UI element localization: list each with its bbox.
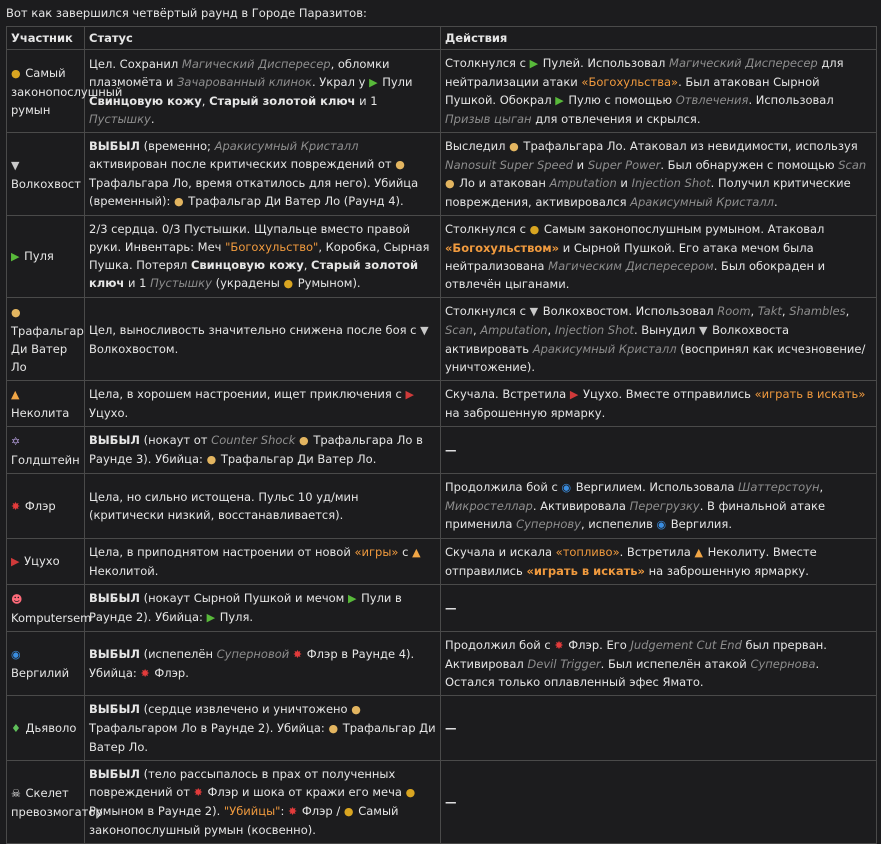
- text-fragment: "Богохульство": [225, 240, 319, 254]
- boot-icon: ▶: [11, 555, 20, 568]
- participant-cell: [7, 474, 85, 539]
- participant-cell: [7, 427, 85, 474]
- participant-cell: [7, 216, 85, 298]
- text-fragment: «игры»: [354, 545, 399, 559]
- text-fragment: Румыном).: [297, 276, 361, 290]
- text-fragment: Пулей. Использовал: [542, 56, 670, 70]
- coin-icon: ●: [343, 805, 354, 818]
- text-fragment: Цела, в хорошем настроении, ищет приключения с: [89, 387, 406, 401]
- text-fragment: ,: [819, 480, 824, 494]
- text-fragment: Суперновой: [216, 646, 290, 661]
- status-cell: [85, 381, 441, 427]
- orb-icon: ◉: [11, 648, 21, 661]
- text-fragment: и 1: [355, 93, 378, 108]
- text-fragment: Ло и атакован: [459, 176, 550, 190]
- text-fragment: Флэр в Раунде 4). Убийца:: [89, 646, 415, 680]
- text-fragment: Devil Trigger: [527, 657, 601, 671]
- text-fragment: «играть в искать»: [526, 564, 645, 578]
- participant-name: Komputersem: [11, 610, 92, 625]
- text-fragment: с: [398, 545, 413, 559]
- actions-cell: [441, 632, 877, 696]
- text-fragment: был прерван. Активировал: [445, 638, 827, 671]
- text-fragment: Скучала и искала: [445, 545, 556, 559]
- text-fragment: и 1: [124, 276, 151, 290]
- participant-cell: [7, 761, 103, 844]
- text-fragment: Уцухо.: [89, 406, 129, 420]
- text-fragment: Флэр.: [154, 665, 189, 680]
- actions-cell: [441, 427, 877, 474]
- gun-icon: ▶: [369, 75, 378, 89]
- text-fragment: (украдены: [211, 276, 284, 290]
- person-icon: ●: [395, 158, 405, 171]
- status-cell: [85, 298, 441, 381]
- text-fragment: . Был обокраден и отвлечён цыганами.: [445, 259, 826, 291]
- text-fragment: Перегрузку: [629, 499, 700, 513]
- boot-icon: ▶: [405, 388, 414, 401]
- text-fragment: ВЫБЫЛ: [89, 591, 140, 605]
- text-fragment: «играть в искать»: [754, 387, 866, 401]
- text-fragment: . Активировала: [532, 499, 630, 513]
- text-fragment: Цела, в приподнятом настроении от новой: [89, 545, 355, 559]
- table-row: [7, 50, 877, 133]
- coin-icon: ●: [283, 277, 294, 290]
- text-fragment: Волкохвостом. Использовал: [542, 304, 718, 318]
- text-fragment: . Остался только оплавленный эфес Ямато.: [445, 657, 820, 689]
- text-fragment: Старый золотой ключ: [89, 258, 419, 290]
- table-row: [7, 632, 877, 696]
- text-fragment: Уцухо. Вместе отправились: [582, 387, 755, 401]
- text-fragment: Super Power: [587, 158, 661, 172]
- text-fragment: ВЫБЫЛ: [89, 767, 140, 781]
- status-cell: [85, 585, 441, 632]
- burst-icon: ✸: [292, 647, 303, 661]
- text-fragment: и Сырной Пушкой. Его атака мечом была нейтрализована: [445, 241, 814, 273]
- text-fragment: . Украл у: [311, 74, 370, 89]
- text-fragment: "Убийцы": [223, 804, 281, 818]
- actions-cell: [441, 50, 877, 133]
- status-cell: [85, 427, 441, 474]
- participant-cell: [7, 133, 85, 216]
- actions-cell: [441, 381, 877, 427]
- text-fragment: Трафальгара Ло. Атаковал из невидимости, используя: [523, 139, 858, 153]
- text-fragment: Супернова: [750, 657, 816, 671]
- text-fragment: Свинцовую кожу: [190, 258, 304, 272]
- participant-name: Флэр: [24, 498, 56, 513]
- text-fragment: Шаттерстоун: [738, 480, 820, 494]
- text-fragment: Аракисумный Кристалл: [214, 139, 359, 153]
- table-row: [7, 427, 877, 474]
- text-fragment: Пустышку: [150, 276, 212, 290]
- gun-icon: ▶: [206, 611, 216, 624]
- participant-name: Уцухо: [24, 554, 60, 568]
- text-fragment: ВЫБЫЛ: [89, 433, 140, 447]
- text-fragment: и: [573, 158, 588, 172]
- text-fragment: ,: [781, 304, 790, 318]
- person-icon: ●: [509, 140, 519, 153]
- text-fragment: Магическим Диспересером: [548, 259, 714, 273]
- actions-cell: [441, 298, 877, 381]
- actions-cell: [441, 216, 877, 298]
- cat-icon: ▲: [11, 388, 20, 401]
- person-icon: ●: [328, 722, 339, 735]
- wolf-icon: ▼: [698, 324, 708, 337]
- text-fragment: Takt: [757, 304, 782, 318]
- text-fragment: Зачарованный клинок: [177, 74, 312, 89]
- text-fragment: Самый законопослушный румын (косвенно).: [89, 804, 399, 837]
- actions-cell: [441, 696, 877, 761]
- participant-name: Трафальгар Ди Ватер Ло: [11, 323, 84, 374]
- table-row: [7, 696, 877, 761]
- header-participant: Участник: [7, 27, 85, 50]
- header-actions: Действия: [441, 27, 877, 50]
- person-icon: ●: [351, 703, 361, 716]
- round-results-table: [6, 26, 877, 844]
- burst-icon: ✸: [140, 666, 150, 680]
- text-fragment: ,: [845, 304, 850, 318]
- text-fragment: Цела, но сильно истощена. Пульс 10 уд/мин (критически низкий, восстанавливается).: [89, 490, 359, 522]
- text-fragment: (нокаут от: [139, 433, 212, 447]
- text-fragment: , обломки плазмомёта и: [89, 56, 390, 89]
- text-fragment: Вергилием. Использовала: [575, 480, 739, 494]
- person-icon: ●: [299, 434, 309, 447]
- text-fragment: Цел, выносливость значительно снижена после боя с: [89, 322, 421, 337]
- text-fragment: Микростеллар: [445, 499, 533, 513]
- orb-icon: ◉: [561, 481, 572, 494]
- participant-name: Скелет превозмогатор: [11, 785, 103, 819]
- text-fragment: Пуля.: [219, 610, 254, 624]
- text-fragment: .: [774, 195, 778, 209]
- text-fragment: ,: [472, 323, 481, 337]
- text-fragment: Вергилия.: [670, 517, 732, 531]
- table-row: [7, 133, 877, 216]
- participant-name: Пуля: [24, 249, 54, 263]
- person-icon: ●: [174, 195, 184, 208]
- status-cell: [85, 761, 441, 844]
- status-cell: [85, 474, 441, 539]
- text-fragment: , Коробка, Сырная Пушка. Потерял: [89, 240, 430, 272]
- status-cell: [85, 50, 441, 133]
- text-fragment: ВЫБЫЛ: [89, 139, 140, 153]
- text-fragment: Флэр /: [301, 804, 344, 818]
- text-fragment: Трафальгаром Ло в Раунде 2). Убийца:: [89, 721, 329, 735]
- text-fragment: Пули: [382, 74, 413, 89]
- text-fragment: ,: [303, 258, 312, 272]
- text-fragment: Продолжила бой с: [445, 480, 562, 494]
- text-fragment: Румыном в Раунде 2).: [89, 804, 224, 818]
- devil-icon: ♦: [11, 721, 21, 735]
- participant-cell: [7, 381, 85, 427]
- text-fragment: Аракисумный Кристалл: [630, 195, 775, 209]
- text-fragment: Аракисумный Кристалл: [532, 342, 677, 356]
- text-fragment: —: [445, 795, 457, 809]
- table-body: [7, 50, 877, 844]
- text-fragment: (нокаут Сырной Пушкой и мечом: [139, 591, 348, 605]
- text-fragment: 2/3 сердца. 0/3 Пустышки. Щупальце вместо правой руки. Инвентарь: Меч: [89, 222, 411, 254]
- burst-icon: ✸: [288, 805, 298, 818]
- text-fragment: Магический Диспересер: [181, 56, 331, 71]
- text-fragment: Shambles: [789, 304, 846, 318]
- text-fragment: . В финальной атаке применила: [445, 499, 826, 531]
- text-fragment: Столкнулся с: [445, 222, 530, 236]
- text-fragment: «Богохульством»: [445, 241, 560, 255]
- text-fragment: —: [445, 443, 457, 457]
- boot-icon: ▶: [569, 388, 579, 401]
- text-fragment: для отвлечения и скрылся.: [531, 112, 701, 126]
- status-cell: [85, 632, 441, 696]
- text-fragment: Пули в Раунде 2). Убийца:: [89, 591, 402, 624]
- status-cell: [85, 216, 441, 298]
- coin-icon: ●: [11, 66, 21, 80]
- cat-icon: ▲: [412, 546, 421, 559]
- burst-icon: ✸: [554, 639, 564, 652]
- text-fragment: на заброшенную ярмарку.: [445, 406, 606, 420]
- text-fragment: ,: [547, 323, 555, 337]
- text-fragment: активирован после критических повреждений от: [89, 157, 396, 171]
- text-fragment: . Вынудил: [633, 323, 699, 337]
- text-fragment: Отвлечения: [675, 93, 749, 107]
- text-fragment: Неколиту. Вместе отправились: [445, 545, 817, 578]
- text-fragment: Свинцовую кожу: [89, 93, 202, 108]
- actions-cell: [441, 761, 877, 844]
- table-row: [7, 298, 877, 381]
- text-fragment: Трафальгара Ло, время откатилось для него). Убийца (временный):: [89, 176, 419, 208]
- text-fragment: Judgement Cut End: [630, 638, 742, 652]
- actions-cell: [441, 539, 877, 585]
- text-fragment: Выследил: [445, 139, 510, 153]
- participant-name: Самый законопослушный румын: [11, 65, 123, 117]
- person-icon: ●: [206, 453, 217, 466]
- table-row: [7, 761, 877, 844]
- table-row: [7, 474, 877, 539]
- wolf-icon: ▼: [11, 158, 20, 172]
- table-header-row: [7, 27, 877, 50]
- text-fragment: Старый золотой ключ: [209, 93, 356, 108]
- table-row: [7, 585, 877, 632]
- header-status: Статус: [85, 27, 441, 50]
- participant-name: Голдштейн: [11, 452, 80, 467]
- text-fragment: . Использовал: [748, 93, 834, 107]
- text-fragment: Counter Shock: [211, 433, 296, 447]
- text-fragment: и: [616, 176, 632, 190]
- text-fragment: (временно;: [139, 139, 215, 153]
- text-fragment: Столкнулся с: [445, 56, 530, 70]
- skull-icon: ☠: [11, 786, 21, 800]
- actions-cell: [441, 133, 877, 216]
- actions-cell: [441, 585, 877, 632]
- text-fragment: . Встретила: [619, 545, 695, 559]
- text-fragment: Пустышку: [89, 111, 151, 126]
- text-fragment: Amputation: [480, 323, 548, 337]
- text-fragment: Scan: [445, 323, 473, 337]
- status-cell: [85, 133, 441, 216]
- gun-icon: ▶: [529, 57, 539, 70]
- text-fragment: Неколитой.: [89, 564, 159, 578]
- face-icon: ☻: [11, 592, 23, 606]
- text-fragment: Пулю с помощью: [568, 93, 676, 107]
- orb-icon: ◉: [656, 518, 667, 531]
- participant-name: Дьяволо: [25, 720, 77, 735]
- text-fragment: для нейтрализации атаки: [445, 56, 844, 89]
- gun-icon: ▶: [348, 592, 357, 605]
- text-fragment: , испепелив: [580, 517, 657, 531]
- text-fragment: Цел. Сохранил: [89, 56, 182, 71]
- text-fragment: Скучала. Встретила: [445, 387, 570, 401]
- cat-icon: ▲: [694, 546, 703, 559]
- person-icon: ●: [445, 177, 455, 190]
- text-fragment: Самым законопослушным румыном. Атаковал: [543, 222, 825, 236]
- text-fragment: Amputation: [549, 176, 617, 190]
- text-fragment: (сердце извлечено и уничтожено: [139, 702, 352, 716]
- text-fragment: Трафальгар Ди Ватер Ло (Раунд 4).: [188, 194, 404, 208]
- text-fragment: Трафальгар Ди Ватер Ло.: [220, 452, 377, 466]
- text-fragment: . Был атакован Сырной Пушкой. Обокрал: [445, 75, 820, 107]
- star-icon: ✡: [11, 434, 21, 448]
- participant-cell: [7, 298, 85, 381]
- participant-name: Неколита: [11, 406, 70, 420]
- participant-name: Волкохвост: [11, 176, 81, 191]
- text-fragment: ,: [201, 93, 210, 108]
- text-fragment: Магический Диспересер: [669, 56, 818, 70]
- table-row: [7, 381, 877, 427]
- text-fragment: Scan: [838, 158, 867, 172]
- text-fragment: (тело рассыпалось в прах от полученных повреждений от: [89, 767, 396, 799]
- text-fragment: .: [150, 111, 155, 126]
- text-fragment: ВЫБЫЛ: [89, 646, 140, 661]
- text-fragment: Волкохвостом.: [89, 341, 179, 356]
- participant-cell: [7, 696, 85, 761]
- participant-cell: [7, 539, 85, 585]
- wolf-icon: ▼: [420, 323, 429, 337]
- text-fragment: Injection Shot: [554, 323, 634, 337]
- wolf-icon: ▼: [529, 305, 539, 318]
- person-icon: ●: [11, 305, 21, 319]
- text-fragment: ,: [750, 304, 758, 318]
- text-fragment: Трафальгара Ло в Раунде 3). Убийца:: [89, 433, 423, 466]
- text-fragment: (испепелён: [139, 646, 217, 661]
- text-fragment: Room: [717, 304, 751, 318]
- text-fragment: Флэр. Его: [568, 638, 631, 652]
- status-cell: [85, 696, 441, 761]
- text-fragment: Nanosuit Super Speed: [445, 158, 574, 172]
- text-fragment: —: [445, 601, 457, 615]
- text-fragment: Столкнулся с: [445, 304, 530, 318]
- table-row: [7, 216, 877, 298]
- text-fragment: :: [280, 804, 288, 818]
- participant-cell: [7, 632, 85, 696]
- burst-icon: ✸: [193, 786, 203, 799]
- participant-cell: [7, 585, 92, 632]
- participant-name: Вергилий: [11, 666, 70, 680]
- gun-icon: ▶: [555, 94, 564, 107]
- text-fragment: Injection Shot: [631, 176, 711, 190]
- text-fragment: Флэр и шока от кражи его меча: [207, 785, 406, 799]
- text-fragment: Трафальгар Ди Ватер Ло.: [89, 721, 436, 754]
- text-fragment: Призыв цыган: [445, 112, 532, 126]
- gun-icon: ▶: [11, 250, 20, 263]
- coin-icon: ●: [529, 223, 540, 236]
- text-fragment: . Получил критические повреждения, активировался: [445, 176, 851, 209]
- text-fragment: Супернову: [516, 517, 581, 531]
- actions-cell: [441, 474, 877, 539]
- status-cell: [85, 539, 441, 585]
- text-fragment: ВЫБЫЛ: [89, 702, 140, 716]
- text-fragment: —: [445, 721, 457, 735]
- text-fragment: . Был испепелён атакой: [600, 657, 751, 671]
- burst-icon: ✸: [11, 499, 21, 513]
- text-fragment: (воспринял как исчезновение/уничтожение).: [445, 342, 866, 374]
- text-fragment: «Богохульства»: [581, 75, 679, 89]
- text-fragment: Волкохвоста активировать: [445, 323, 790, 356]
- intro-text: Вот как завершился четвёртый раунд в Городе Паразитов:: [6, 6, 367, 20]
- text-fragment: . Был обнаружен с помощью: [660, 158, 839, 172]
- coin-icon: ●: [405, 786, 416, 799]
- text-fragment: «топливо»: [555, 545, 620, 559]
- table-row: [7, 539, 877, 585]
- text-fragment: на заброшенную ярмарку.: [644, 564, 809, 578]
- text-fragment: Продолжил бой с: [445, 638, 555, 652]
